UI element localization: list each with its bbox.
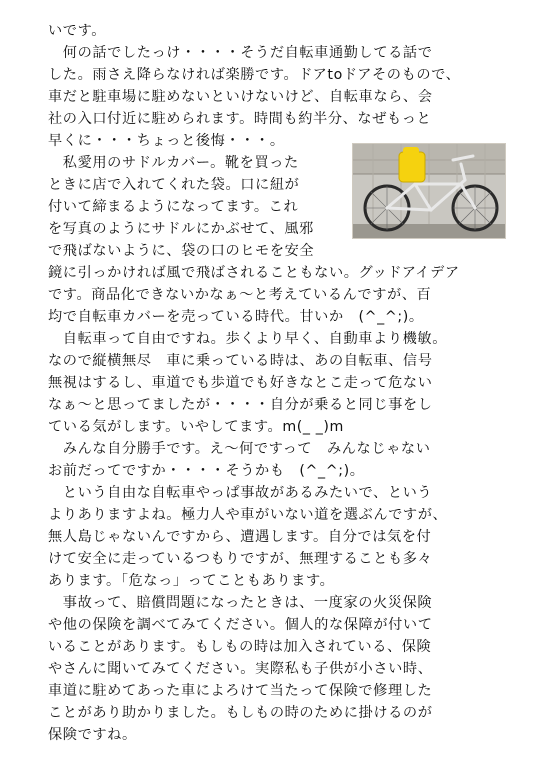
text-line: ことがあり助かりました。もしもの時のために掛けるのが: [48, 705, 433, 721]
text-line: を写真のようにサドルにかぶせて、風邪: [48, 221, 314, 237]
text-line: けて安全に走っているつもりですが、無理することも多々: [48, 551, 433, 567]
text-line: 無視はするし、車道でも歩道でも好きなとこ走って危ない: [48, 375, 433, 391]
text-line: 付いて締まるようになってます。これ: [48, 199, 299, 215]
text-line: 早くに・・・ちょっと後悔・・・。: [48, 133, 285, 149]
text-line: ている気がします。いやしてます。m(_ _)m: [48, 419, 344, 435]
bicycle-illustration: [353, 144, 505, 238]
text-line: です。商品化できないかなぁ～と考えているんですが、百: [48, 287, 432, 303]
text-line: 自転車って自由ですね。歩くより早く、自動車より機敏。: [48, 331, 447, 347]
text-line: した。雨さえ降らなければ楽勝です。ドアtoドアそのもので、: [48, 67, 461, 83]
text-line: よりありますよね。極力人や車がいない道を選ぶんですが、: [48, 507, 448, 523]
text-line: 無人島じゃないんですから、遭遇します。自分では気を付: [48, 529, 432, 545]
text-line: みんな自分勝手です。え～何ですって みんなじゃない: [48, 441, 431, 457]
text-line: 均で自転車カバーを売っている時代。甘いか (^_^;)。: [48, 309, 424, 325]
text-line: ときに店で入れてくれた袋。口に紐が: [48, 177, 300, 193]
text-line: なので縦横無尽 車に乗っている時は、あの自転車、信号: [48, 353, 433, 369]
text-line: 何の話でしたっけ・・・・そうだ自転車通勤してる話で: [48, 45, 433, 61]
bicycle-photo: [352, 143, 506, 239]
text-line: お前だってですか・・・・そうかも (^_^;)。: [48, 463, 365, 479]
text-line: 事故って、賠償問題になったときは、一度家の火災保険: [48, 595, 433, 611]
text-line: いることがあります。もしもの時は加入されている、保険: [48, 639, 432, 655]
text-line: 車だと駐車場に駐めないといけないけど、自転車なら、会: [48, 89, 433, 105]
text-line: 私愛用のサドルカバー。靴を買った: [48, 155, 299, 171]
text-line: や他の保険を調べてみてください。個人的な保障が付いて: [48, 617, 433, 633]
text-line: 社の入口付近に駐められます。時間も約半分、なぜもっと: [48, 111, 432, 127]
text-line: という自由な自転車やっぱ事故があるみたいで、という: [48, 485, 433, 501]
text-line: で飛ばないように、袋の口のヒモを安全: [48, 243, 315, 259]
text-line: いです。: [48, 23, 107, 39]
text-line: なぁ～と思ってましたが・・・・自分が乗ると同じ事をし: [48, 397, 433, 413]
text-line: 車道に駐めてあった車によろけて当たって保険で修理した: [48, 683, 433, 699]
text-line: 鏡に引っかければ風で飛ばされることもない。グッドアイデア: [48, 265, 460, 281]
text-line: やさんに聞いてみてください。実際私も子供が小さい時、: [48, 661, 433, 677]
text-line: あります。「危なっ」ってこともあります。: [48, 573, 335, 589]
text-line: 保険ですね。: [48, 727, 137, 743]
